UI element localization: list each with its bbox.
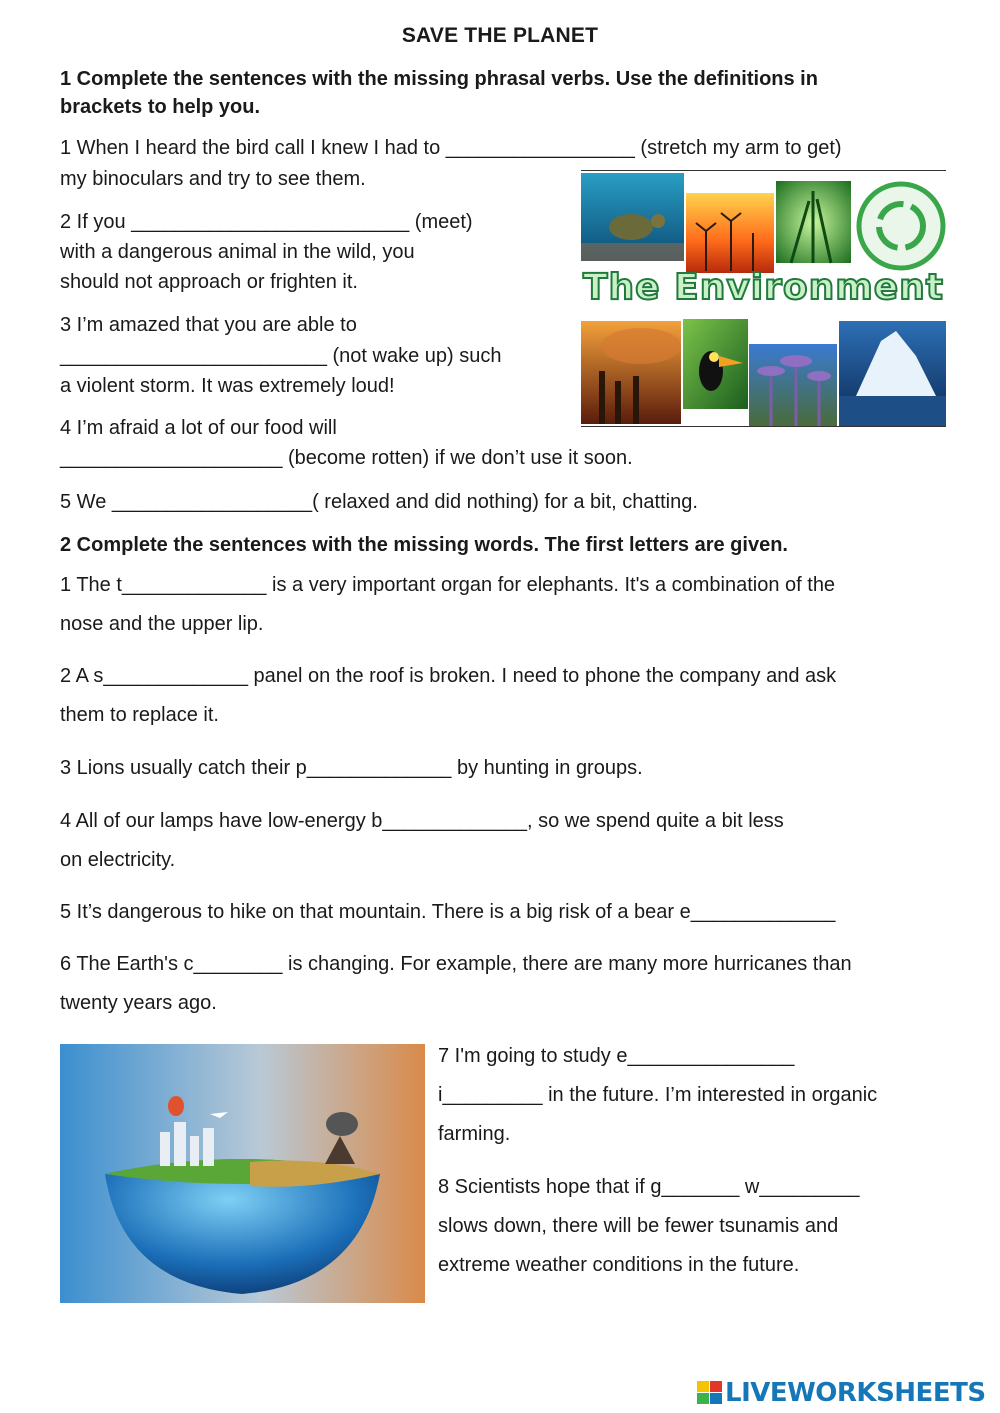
recycle-badge	[859, 184, 943, 268]
s1-q4-line2: ____________________ (become rotten) if we don’t use it soon.	[60, 447, 633, 469]
section1-instruction-line1: 1 Complete the sentences with the missing phrasal verbs. Use the definitions in	[60, 68, 818, 90]
s2-q2-line1: 2 A s_____________ panel on the roof is broken. I need to phone the company and ask	[60, 665, 837, 687]
s1-q3-line2: ________________________ (not wake up) such	[60, 345, 502, 367]
s1-q5-line1: 5 We __________________( relaxed and did nothing) for a bit, chatting.	[60, 491, 698, 513]
s2-q7-line2: i_________ in the future. I’m interested in organic	[438, 1084, 878, 1106]
s1-q3-line1: 3 I’m amazed that you are able to	[60, 314, 357, 336]
earth-half-planet-image	[60, 1044, 425, 1303]
s2-q6-line2: twenty years ago.	[60, 992, 217, 1014]
s2-q6-line1: 6 The Earth's c________ is changing. For example, there are many more hurricanes than	[60, 953, 852, 975]
page-title: SAVE THE PLANET	[401, 24, 599, 47]
s2-q8-line3: extreme weather conditions in the future.	[438, 1254, 800, 1276]
s1-q2-line3: should not approach or frighten it.	[60, 271, 358, 293]
s1-q2-line2: with a dangerous animal in the wild, you	[60, 241, 415, 263]
s2-q8-line1: 8 Scientists hope that if g_______ w_________	[438, 1176, 860, 1198]
s1-q4-line1: 4 I’m afraid a lot of our food will	[60, 417, 337, 439]
s2-q7-line1: 7 I'm going to study e_______________	[438, 1045, 795, 1067]
s1-q3-line3: a violent storm. It was extremely loud!	[60, 375, 395, 397]
s1-q1-line2: my binoculars and try to see them.	[60, 168, 366, 190]
environment-collage-image	[581, 170, 946, 427]
s2-q4-line2: on electricity.	[60, 849, 176, 871]
s1-q1-line1: 1 When I heard the bird call I knew I had to _________________ (stretch my arm to get)	[60, 137, 842, 159]
s1-q2-line1: 2 If you _________________________ (meet)	[60, 211, 473, 233]
s2-q8-line2: slows down, there will be fewer tsunamis and	[438, 1215, 839, 1237]
liveworksheets-logo-text: LIVEWORKSHEETS	[725, 1378, 986, 1408]
s2-q1-line1: 1 The t_____________ is a very important organ for elephants. It's a combination of the	[60, 574, 836, 596]
liveworksheets-logo-icon	[697, 1381, 723, 1405]
section2-instruction: 2 Complete the sentences with the missing words. The first letters are given.	[60, 534, 788, 556]
s2-q5-line1: 5 It’s dangerous to hike on that mountain. There is a big risk of a bear e_____________	[60, 901, 836, 923]
s2-q4-line1: 4 All of our lamps have low-energy b_____________, so we spend quite a bit less	[60, 810, 784, 832]
s2-q3-line1: 3 Lions usually catch their p_____________ by hunting in groups.	[60, 757, 643, 779]
section1-instruction-line2: brackets to help you.	[60, 96, 261, 118]
environment-heading: The Environment	[582, 267, 945, 308]
liveworksheets-logo	[697, 1378, 997, 1408]
s2-q2-line2: them to replace it.	[60, 704, 219, 726]
s2-q7-line3: farming.	[438, 1123, 511, 1145]
s2-q1-line2: nose and the upper lip.	[60, 613, 264, 635]
planet-illustration	[60, 1044, 425, 1303]
